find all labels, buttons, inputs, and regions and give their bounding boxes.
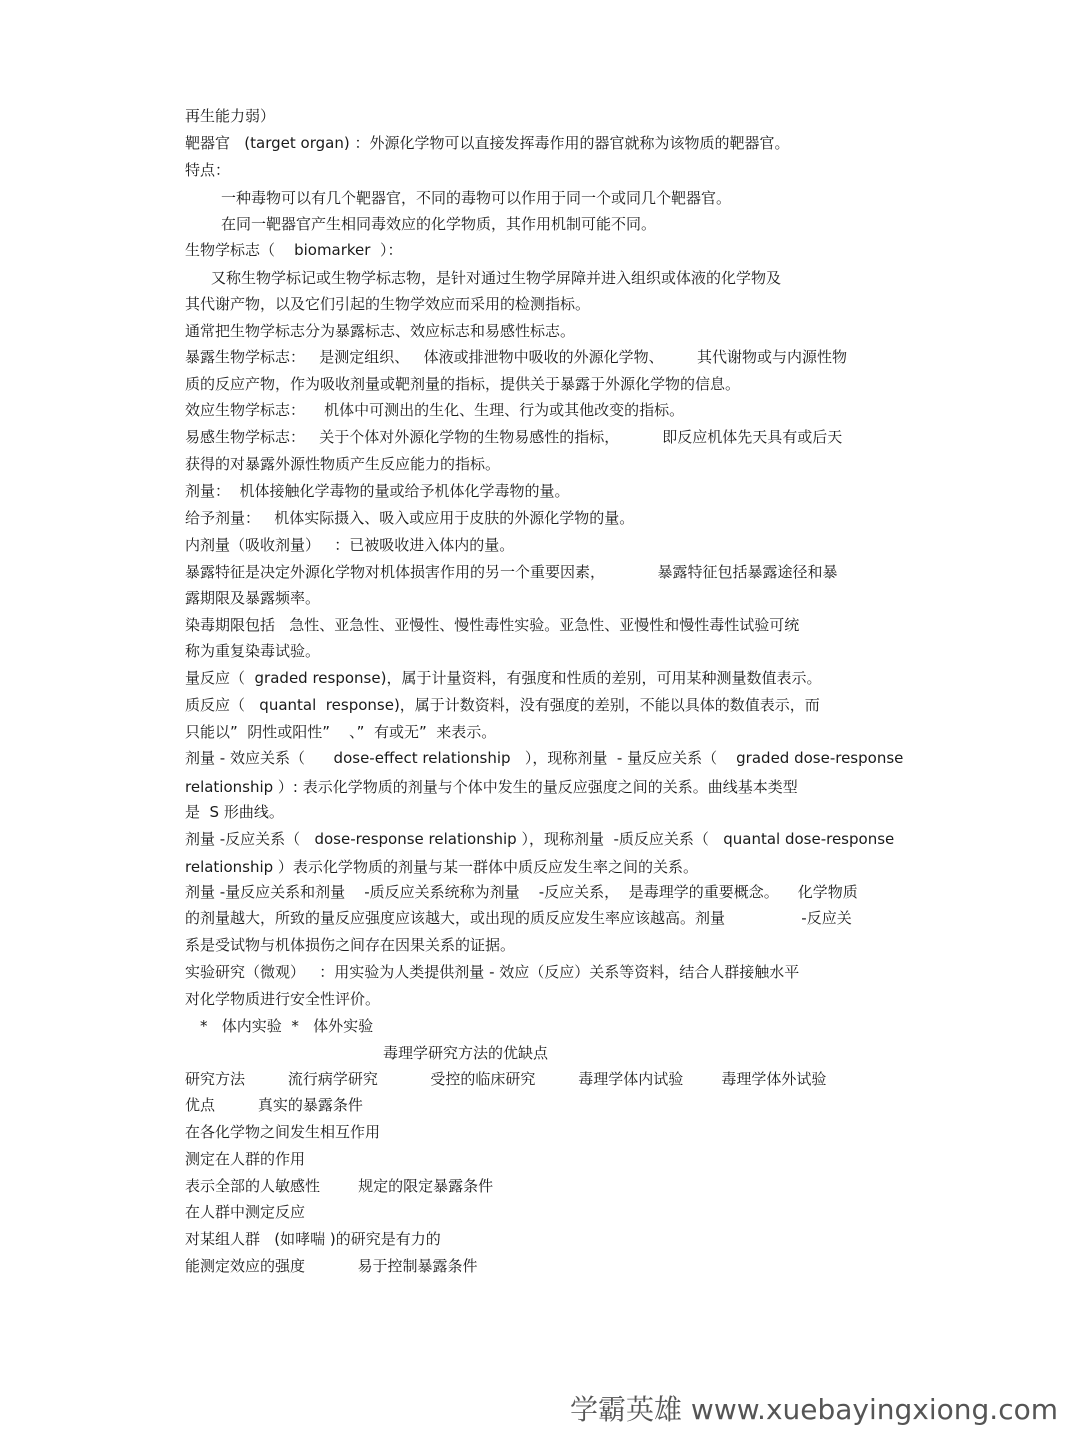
text-line: 系是受试物与机体损伤之间存在因果关系的证据。 (185, 936, 516, 954)
text-line: 内剂量（吸收剂量） ：已被吸收进入体内的量。 (185, 536, 515, 554)
table-row: 能测定效应的强度 易于控制暴露条件 (185, 1257, 478, 1275)
text-line: 剂量： 机体接触化学毒物的量或给予机体化学毒物的量。 (185, 482, 570, 500)
table-title: 毒理学研究方法的优缺点 (383, 1044, 549, 1062)
table-row: 对某组人群 (如哮喘 )的研究是有力的 (185, 1230, 441, 1248)
text-line: relationship ）: 表示化学物质的剂量与个体中发生的量反应强度之间的关系。曲线基本类型 (185, 778, 798, 796)
table-header-row: 研究方法 流行病学研究 受控的临床研究 毒理学体内试验 毒理学体外试验 (185, 1070, 827, 1088)
text-line: 生物学标志（ biomarker ）： (185, 241, 403, 259)
text-line: 特点： (185, 161, 231, 179)
text-line: 实验研究（微观） ：用实验为人类提供剂量 - 效应（反应）关系等资料，结合人群接触水平 (185, 963, 800, 981)
text-line: 的剂量越大，所致的量反应强度应该越大，或出现的质反应发生率应该越高。剂量 -反应关 (185, 909, 852, 927)
text-line: 获得的对暴露外源性物质产生反应能力的指标。 (185, 455, 501, 473)
table-row: 优点 真实的暴露条件 (185, 1096, 363, 1114)
text-line: 量反应（ graded response)，属于计量资料，有强度和性质的差别，可用某种测量数值表示。 (185, 669, 822, 687)
text-line: 通常把生物学标志分为暴露标志、效应标志和易感性标志。 (185, 322, 576, 340)
text-line: 在同一靶器官产生相同毒效应的化学物质，其作用机制可能不同。 (221, 215, 657, 233)
text-line: relationship ）表示化学物质的剂量与某一群体中质反应发生率之间的关系。 (185, 858, 698, 876)
text-line: 效应生物学标志： 机体中可测出的生化、生理、行为或其他改变的指标。 (185, 401, 685, 419)
text-line: * 体内实验 * 体外实验 (200, 1017, 374, 1035)
text-line: 对化学物质进行安全性评价。 (185, 990, 381, 1008)
text-line: 暴露生物学标志： 是测定组织、 体液或排泄物中吸收的外源化学物、 其代谢物或与内源性物 (185, 348, 847, 366)
text-line: 其代谢产物，以及它们引起的生物学效应而采用的检测指标。 (185, 295, 591, 313)
text-line: 剂量 -反应关系（ dose-response relationship ），现称剂量 -质反应关系（ quantal dose-response (185, 830, 895, 848)
text-line: 给予剂量： 机体实际摄入、吸入或应用于皮肤的外源化学物的量。 (185, 509, 635, 527)
table-row: 在各化学物之间发生相互作用 (185, 1123, 381, 1141)
text-line: 再生能力弱） (185, 107, 276, 125)
text-line: 是 S 形曲线。 (185, 803, 284, 821)
text-line: 剂量 - 效应关系（ dose-effect relationship ），现称剂量 - 量反应关系（ graded dose-response (185, 749, 904, 767)
table-row: 测定在人群的作用 (185, 1150, 306, 1168)
text-line: 剂量 -量反应关系和剂量 -质反应关系统称为剂量 -反应关系， 是毒理学的重要概念。 化学物质 (185, 883, 858, 901)
text-line: 只能以” 阴性或阳性” 、” 有或无” 来表示。 (185, 723, 497, 741)
text-line: 称为重复染毒试验。 (185, 642, 321, 660)
watermark: 学霸英雄 www.xuebayingxiong.com (570, 1393, 1058, 1426)
table-row: 在人群中测定反应 (185, 1203, 306, 1221)
table-row: 表示全部的人敏感性 规定的限定暴露条件 (185, 1177, 494, 1195)
text-line: 质的反应产物，作为吸收剂量或靶剂量的指标，提供关于暴露于外源化学物的信息。 (185, 375, 741, 393)
text-line: 易感生物学标志： 关于个体对外源化学物的生物易感性的指标， 即反应机体先天具有或后天 (185, 428, 843, 446)
text-line: 靶器官 (target organ) ：外源化学物可以直接发挥毒作用的器官就称为该物质的靶器官。 (185, 134, 790, 152)
text-line: 露期限及暴露频率。 (185, 589, 321, 607)
text-line: 又称生物学标记或生物学标志物，是针对通过生物学屏障并进入组织或体液的化学物及 (211, 269, 782, 287)
text-line: 质反应（ quantal response)，属于计数资料，没有强度的差别，不能以具体的数值表示，而 (185, 696, 820, 714)
text-line: 暴露特征是决定外源化学物对机体损害作用的另一个重要因素， 暴露特征包括暴露途径和暴 (185, 563, 838, 581)
text-line: 一种毒物可以有几个靶器官，不同的毒物可以作用于同一个或同几个靶器官。 (221, 189, 732, 207)
text-line: 染毒期限包括 急性、亚急性、亚慢性、慢性毒性实验。亚急性、亚慢性和慢性毒性试验可统 (185, 616, 800, 634)
